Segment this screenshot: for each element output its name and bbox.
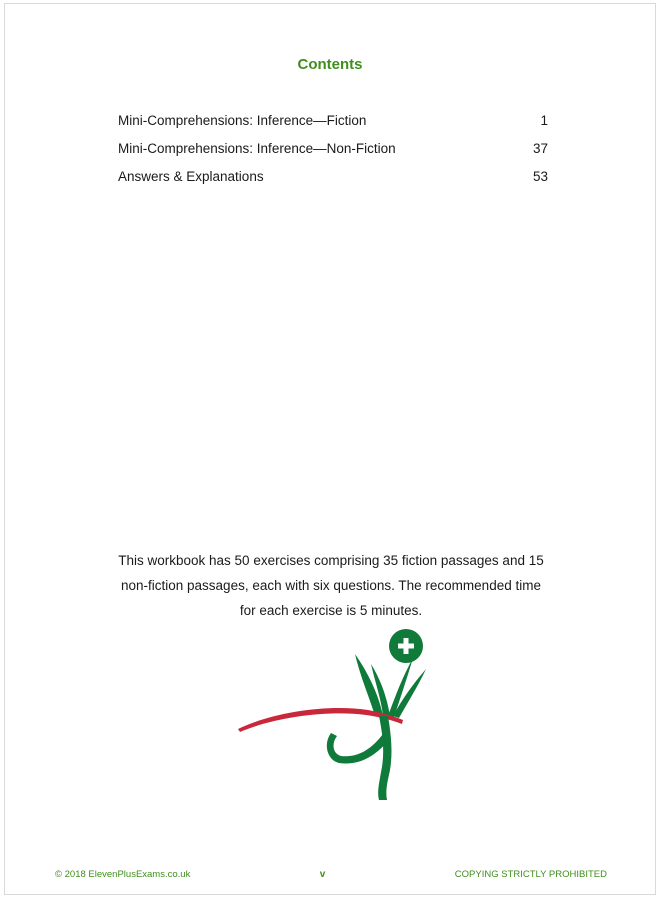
- toc-entry-page: 37: [532, 141, 548, 156]
- note-line: This workbook has 50 exercises comprising 35 fiction passages and 15: [118, 553, 544, 568]
- toc-entry-page: 53: [532, 169, 548, 184]
- document-page: [4, 3, 656, 895]
- contents-title: Contents: [297, 56, 363, 73]
- footer-page-number: v: [319, 869, 326, 880]
- toc-entry-label: Mini-Comprehensions: Inference—Fiction: [118, 113, 367, 128]
- page-footer: [55, 869, 607, 880]
- footer-copyright: © 2018 ElevenPlusExams.co.uk: [55, 869, 191, 880]
- toc-entry: [118, 140, 548, 168]
- toc-entry-label: Mini-Comprehensions: Inference—Non-Fiction: [118, 141, 396, 156]
- toc-entry-page: 1: [540, 113, 548, 128]
- workbook-note: [75, 548, 587, 623]
- table-of-contents: [118, 112, 548, 196]
- footer-notice: COPYING STRICTLY PROHIBITED: [454, 869, 607, 880]
- toc-entry: [118, 168, 548, 196]
- note-line: non-fiction passages, each with six questions. The recommended time: [121, 578, 541, 593]
- toc-entry: [118, 112, 548, 140]
- note-line: for each exercise is 5 minutes.: [239, 603, 423, 618]
- runner-logo-icon: [233, 624, 433, 804]
- toc-entry-label: Answers & Explanations: [118, 169, 264, 184]
